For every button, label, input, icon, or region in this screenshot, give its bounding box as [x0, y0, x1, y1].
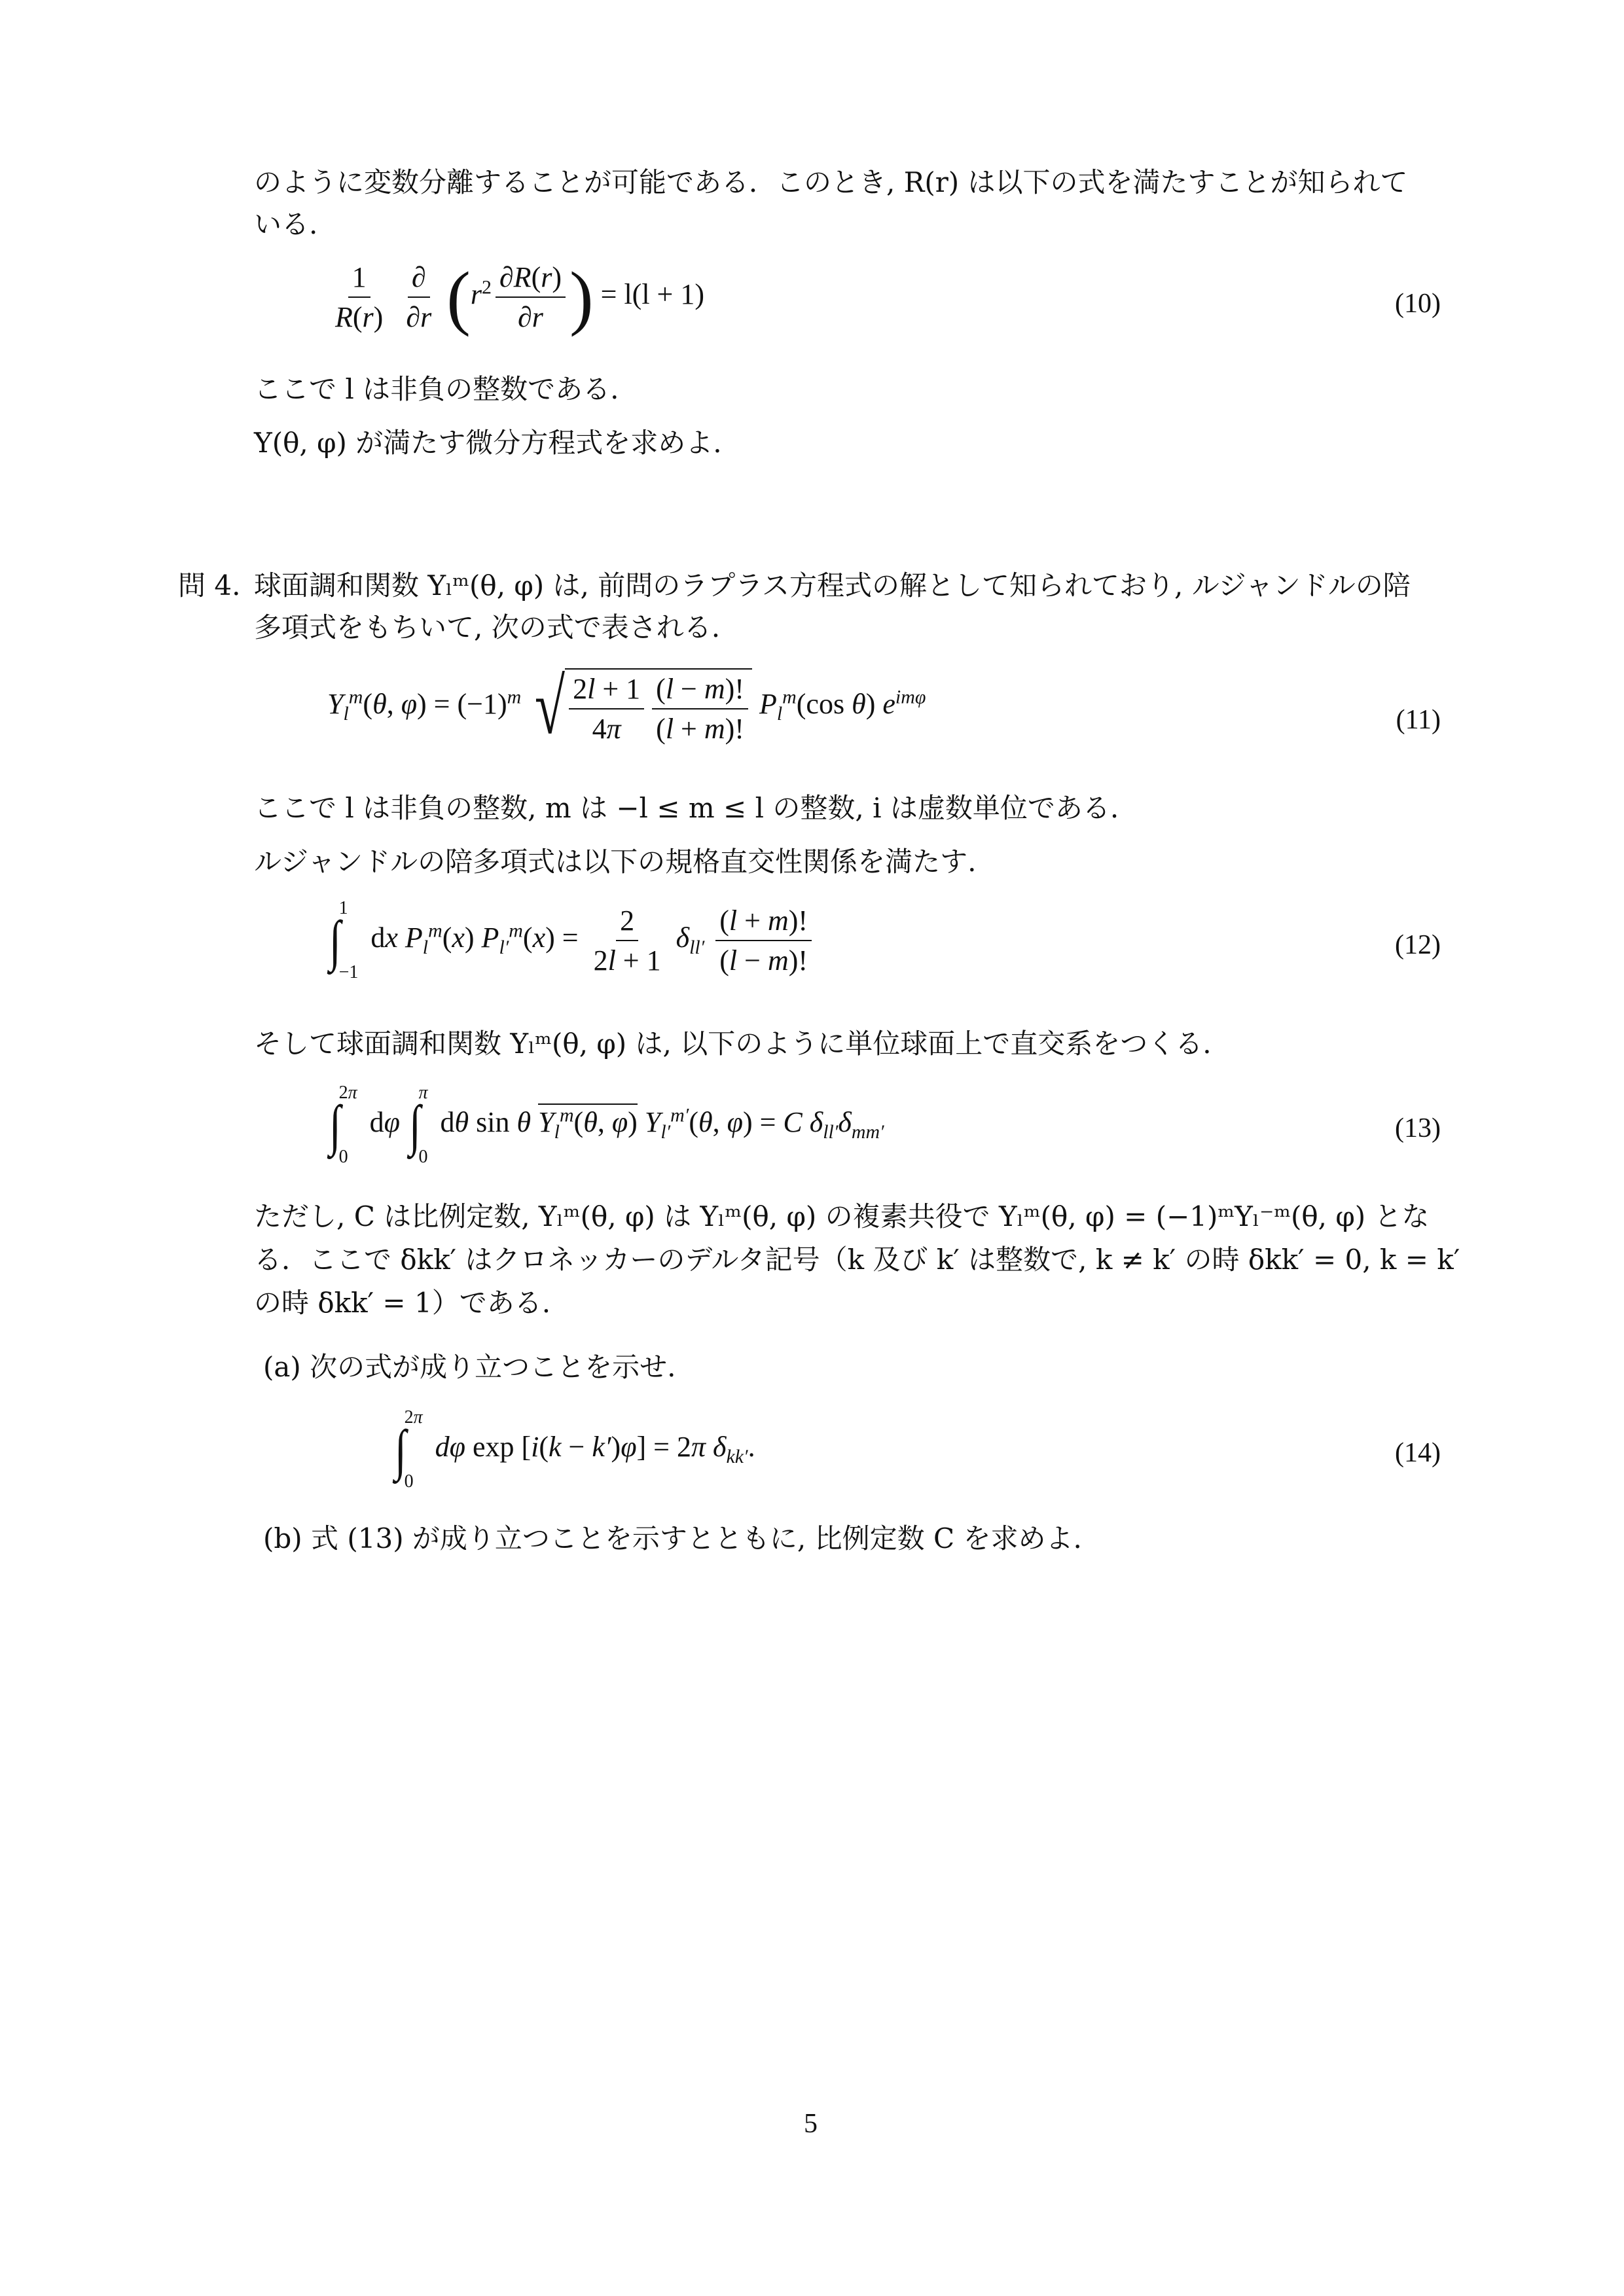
intro-line-1: のように変数分離することが可能である．このとき, R(r) は以下の式を満たすことが知られて	[254, 166, 1408, 198]
equation-14: ∫ 2π 0 dφ exp [i(k − k′)φ] = 2π $\delta_{kk'}$.	[394, 1407, 755, 1492]
conjugate-note-line-1: ただし, C は比例定数, Yₗᵐ(θ, φ) は Yₗᵐ(θ, φ) の複素共役で Yₗᵐ(θ, φ) = (−1)ᵐYₗ⁻ᵐ(θ, φ) とな	[254, 1200, 1430, 1232]
page-number: 5	[804, 2109, 818, 2139]
equation-11: $Y_l^m(\theta$, $\varphi) = (-1)^m$ √ $\frac{2l + 1}{4\pi}$ $\frac{(l - m)!}{(l + m)!}$ $P_l^m(\cos$ θ) $e^{im\varphi}$	[327, 663, 926, 750]
task-find-differential-equation: Y(θ, φ) が満たす微分方程式を求めよ.	[254, 427, 722, 459]
equation-12-number: (12)	[1395, 930, 1441, 960]
equation-10-rhs: = l(l + 1)	[600, 278, 705, 311]
part-a: (a) 次の式が成り立つことを示せ.	[263, 1351, 676, 1383]
question-4-line-2: 多項式をもちいて, 次の式で表される.	[254, 611, 721, 643]
equation-11-number: (11)	[1396, 705, 1441, 735]
note-l-nonnegative: ここで l は非負の整数である.	[254, 373, 619, 405]
equation-13-number: (13)	[1395, 1113, 1441, 1143]
conjugate-note-line-3: の時 δkk′ = 1）である.	[254, 1287, 551, 1319]
question-4-label: 問 4.	[178, 569, 241, 601]
equation-14-number: (14)	[1395, 1438, 1441, 1468]
note-l-m-integers: ここで l は非負の整数, m は −l ≤ m ≤ l の整数, i は虚数単位である.	[254, 792, 1119, 824]
equation-13: ∫ 2π 0 dφ ∫ π 0 dθ sin θ $Y_l^m(\theta$, φ) $Y_{l'}^{m'}(\theta$, φ) = C $\delta_{ll'}\delta_{mm'}$	[329, 1083, 884, 1167]
spherical-harmonics-orthogonality-text: そして球面調和関数 Yₗᵐ(θ, φ) は, 以下のように単位球面上で直交系をつくる.	[254, 1028, 1212, 1060]
intro-line-2: いる.	[254, 208, 318, 240]
equation-10: $\frac{1}{R(r)}$ $\frac{\partial}{\partial r}$ ($r^2$ $\frac{\partial R(r)}{\partial r}$ ) = l(l + 1)	[335, 257, 705, 337]
legendre-orthogonality-text: ルジャンドルの陪多項式は以下の規格直交性関係を満たす.	[254, 846, 977, 878]
part-b: (b) 式 (13) が成り立つことを示すとともに, 比例定数 C を求めよ.	[263, 1522, 1082, 1554]
conjugate-note-line-2: る．ここで δkk′ はクロネッカーのデルタ記号（k 及び k′ は整数で, k ≠ k′ の時 δkk′ = 0, k = k′	[254, 1244, 1460, 1276]
question-4-line-1: 球面調和関数 Yₗᵐ(θ, φ) は, 前問のラプラス方程式の解として知られており, ルジャンドルの陪	[254, 569, 1411, 601]
equation-10-number: (10)	[1395, 289, 1441, 319]
equation-12: ∫ 1 −1 dx $P_l^m(x) P_{l'}^m(x)$ = $\frac{2}{2l + 1}$ $\delta_{ll'}$ $\frac{(l + m)!}{(l - m)!}$	[327, 898, 816, 983]
